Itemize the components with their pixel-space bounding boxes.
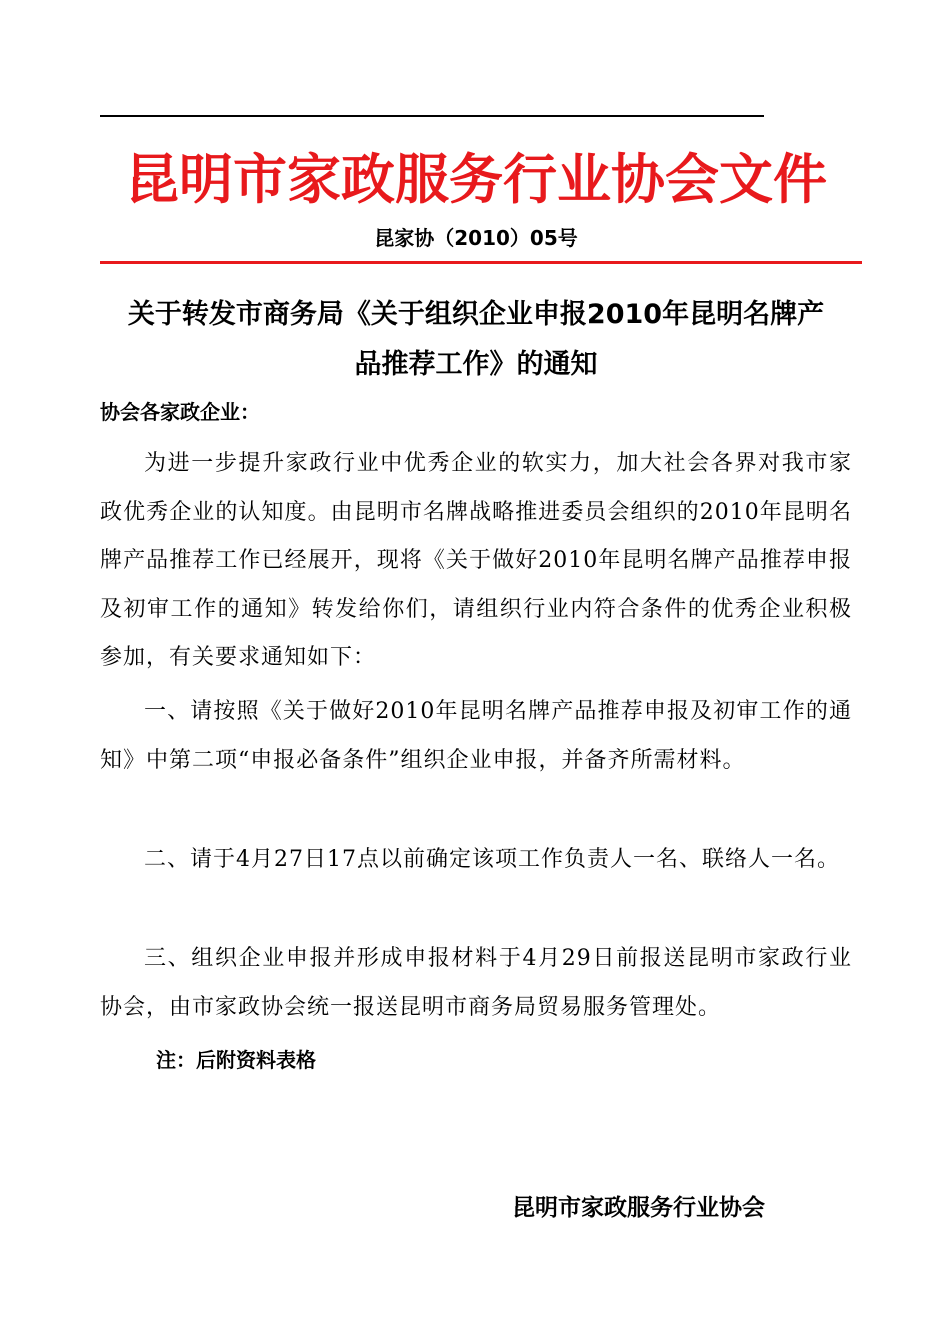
requirement-item-3: 三、组织企业申报并形成申报材料于4月29日前报送昆明市家政行业协会，由市家政协会统一报送昆明市商务局贸易服务管理处。 [100,946,852,1020]
addressee: 协会各家政企业： [100,400,260,424]
issuer-signature: 昆明市家政服务行业协会 [512,1195,765,1221]
attachment-note: 注：后附资料表格 [156,1048,316,1072]
document-header-title: 昆明市家政服务行业协会文件 [125,148,827,211]
intro-paragraph: 为进一步提升家政行业中优秀企业的软实力，加大社会各界对我市家政优秀企业的认知度。由昆明市名牌战略推进委员会组织的2010年昆明名牌产品推荐工作已经展开，现将《关于做好2010年昆明名牌产品推荐申报及初审工作的通知》转发给你们，请组织行业内符合条件的优秀企业积极参加，有关要求通知如下： [100,451,852,670]
top-divider [100,115,764,117]
red-divider [100,261,862,264]
notice-subject [100,290,852,390]
document-number: 昆家协（2010）05号 [374,226,578,250]
subject-line-1: 关于转发市商务局《关于组织企业申报2010年昆明名牌产 [127,299,825,330]
requirement-item-2: 二、请于4月27日17点以前确定该项工作负责人一名、联络人一名。 [144,847,840,872]
requirement-item-1: 一、请按照《关于做好2010年昆明名牌产品推荐申报及初审工作的通知》中第二项“申报必备条件”组织企业申报，并备齐所需材料。 [100,699,852,773]
subject-line-2: 品推荐工作》的通知 [354,349,598,380]
